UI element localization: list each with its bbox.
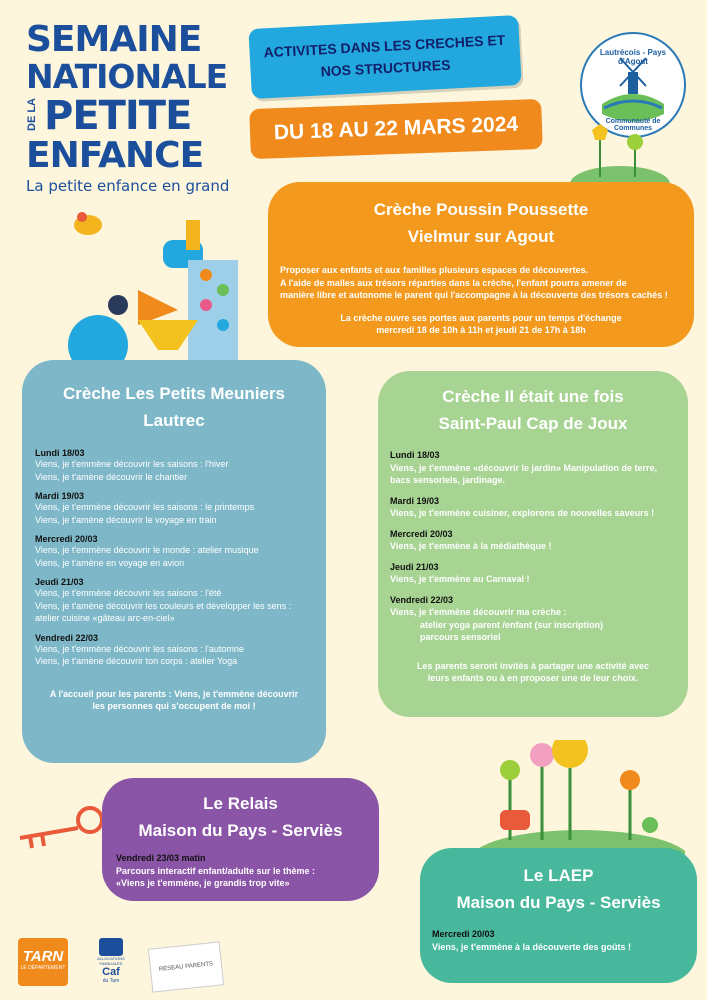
activities-banner-line1: ACTIVITES DANS LES CRECHES ET	[263, 31, 506, 61]
caf-logo-sub: du Tarn	[102, 978, 120, 984]
day-label: Mardi 19/03	[390, 495, 440, 506]
iletait-footer-line2: leurs enfants ou à en proposer une de leur choix.	[427, 673, 639, 683]
day-label: Mercredi 20/03	[432, 929, 495, 939]
activity-line: bacs sensoriels, jardinage.	[390, 475, 506, 485]
iletait-day-thursday	[390, 561, 688, 586]
iletait-day-tuesday	[390, 495, 688, 520]
activity-line: Viens, je t'emmène au Carnaval !	[390, 574, 530, 584]
iletait-footer-line1: Les parents seront invités à partager une activité avec	[416, 660, 650, 671]
laep-title-line2: Maison du Pays - Serviès	[456, 893, 661, 912]
day-label: Jeudi 21/03	[35, 577, 84, 587]
day-label: Lundi 18/03	[35, 448, 85, 458]
meuniers-title-line2: Lautrec	[143, 411, 205, 430]
day-label: Mercredi 20/03	[390, 528, 453, 539]
activity-line: Viens, je t'amène découvrir le chantier	[35, 471, 188, 482]
logo-line-enfance: ENFANCE	[26, 135, 204, 176]
card-poussin-poussette	[268, 182, 694, 347]
card-il-etait-une-fois	[378, 371, 688, 717]
day-label: Vendredi 23/03 matin	[116, 853, 206, 863]
relais-title-line2: Maison du Pays - Serviès	[138, 821, 343, 840]
activity-line: Viens, je t'emmène à la découverte des goûts !	[432, 941, 632, 952]
poussin-open-line2: mercredi 18 de 10h à 11h et jeudi 21 de 17h à 18h	[376, 325, 586, 335]
iletait-day-wednesday	[390, 528, 688, 553]
tarn-logo-text: TARN	[22, 948, 64, 965]
meuniers-footer-line1: A l'accueil pour les parents : Viens, je t'emmène découvrir	[49, 688, 299, 699]
card-petits-meuniers	[22, 360, 326, 763]
iletait-day-monday	[390, 449, 688, 487]
poussin-title-line2: Vielmur sur Agout	[407, 227, 555, 246]
caf-logo-text: Caf	[102, 966, 120, 978]
activity-line: atelier yoga parent /enfant (sur inscription)	[420, 619, 604, 630]
community-logo-bottom-text: Communauté de Communes	[605, 118, 661, 132]
caf-logo	[88, 938, 134, 988]
community-logo-top-text: Lautrécois - Pays d'Agout	[599, 48, 667, 66]
key-icon	[10, 800, 110, 860]
tarn-logo	[18, 938, 68, 986]
card-laep	[420, 848, 697, 983]
activities-banner-line2: NOS STRUCTURES	[320, 56, 451, 80]
iletait-title-line1: Crèche Il était une fois	[442, 387, 624, 406]
relais-title-line1: Le Relais	[203, 794, 278, 813]
logo-line-petite: PETITE	[44, 93, 192, 139]
activity-line: Viens, je t'emmène découvrir les saisons : l'hiver	[35, 459, 229, 469]
activity-line: Viens, je t'emmène découvrir les saisons : le printemps	[35, 502, 255, 512]
day-label: Mercredi 20/03	[35, 534, 98, 544]
card-le-relais	[102, 778, 379, 901]
tarn-logo-sub: LE DÉPARTEMENT	[20, 965, 66, 971]
activity-line: Viens, je t'emmène découvrir les saisons : l'automne	[35, 643, 244, 654]
caf-logo-top: ALLOCATIONS FAMILIALES	[97, 956, 125, 966]
meuniers-day-friday	[35, 633, 326, 668]
day-label: Vendredi 22/03	[35, 632, 99, 643]
meuniers-footer-line2: les personnes qui s'occupent de moi !	[92, 701, 256, 711]
activity-line: Viens, je t'amène découvrir ton corps : atelier Yoga	[35, 656, 238, 666]
poussin-open-line1: La crèche ouvre ses portes aux parents pour un temps d'échange	[340, 312, 622, 323]
day-label: Vendredi 22/03	[390, 594, 454, 605]
logo-line-nationale: NATIONALE	[26, 57, 228, 96]
poussin-title-line1: Crèche Poussin Poussette	[373, 200, 589, 219]
lollipop-trees-illustration	[470, 740, 685, 860]
animals-illustration	[68, 200, 248, 360]
poussin-paragraph-line2: A l'aide de malles aux trésors réparties dans la crèche, l'enfant pourra amener de	[280, 277, 627, 288]
day-label: Jeudi 21/03	[390, 561, 439, 572]
activity-line: Viens, je t'emmène découvrir le monde : atelier musique	[35, 545, 259, 555]
activity-line: Viens, je t'emmène cuisiner, explorons de nouvelles saveurs !	[390, 508, 655, 518]
meuniers-title-line1: Crèche Les Petits Meuniers	[62, 384, 286, 403]
poussin-paragraph-line3: manière libre et autonome le parent qui l'accompagne à la découverte des trésors cachés !	[280, 290, 668, 300]
flowers-illustration	[560, 122, 670, 184]
activity-line: Viens, je t'amène découvrir les couleurs et développer les sens :	[35, 600, 292, 611]
logo-tagline: La petite enfance en grand	[26, 177, 230, 195]
meuniers-day-thursday	[35, 577, 326, 625]
activity-line: Parcours interactif enfant/adulte sur le thème :	[116, 865, 316, 876]
meuniers-day-tuesday	[35, 491, 326, 526]
caf-emblem-icon	[99, 938, 123, 956]
activity-line: Viens, je t'emmène «découvrir le jardin» Manipulation de terre,	[390, 462, 658, 473]
day-label: Lundi 18/03	[390, 450, 440, 460]
logo-line-semaine: SEMAINE	[26, 19, 202, 60]
logo-vertical-dela: DE LA	[26, 98, 38, 131]
poussin-paragraph-line1: Proposer aux enfants et aux familles plusieurs espaces de découvertes.	[280, 265, 589, 275]
reseau-parents-logo: RÉSEAU PARENTS	[148, 941, 224, 992]
activity-line: Viens, je t'emmène découvrir les saisons : l'été	[35, 588, 222, 598]
meuniers-day-monday	[35, 448, 326, 483]
meuniers-day-wednesday	[35, 534, 326, 569]
activity-line: Viens, je t'emmène à la médiathèque !	[390, 541, 552, 551]
date-banner: DU 18 AU 22 MARS 2024	[249, 99, 543, 159]
activity-line: Viens, je t'emmène découvrir ma crèche :	[390, 607, 567, 617]
activity-line: parcours sensoriel	[420, 632, 501, 642]
activities-banner	[248, 15, 521, 99]
activity-line: Viens, je t'amène découvrir le voyage en train	[35, 514, 217, 525]
activity-line: Viens, je t'amène en voyage en avion	[35, 557, 185, 568]
iletait-day-friday	[390, 594, 688, 644]
laep-title-line1: Le LAEP	[523, 866, 594, 885]
day-label: Mardi 19/03	[35, 491, 85, 501]
iletait-title-line2: Saint-Paul Cap de Joux	[438, 414, 628, 433]
activity-line: atelier cuisine «gâteau arc-en-ciel»	[35, 613, 175, 623]
activity-line: «Viens je t'emmène, je grandis trop vite»	[116, 878, 290, 888]
